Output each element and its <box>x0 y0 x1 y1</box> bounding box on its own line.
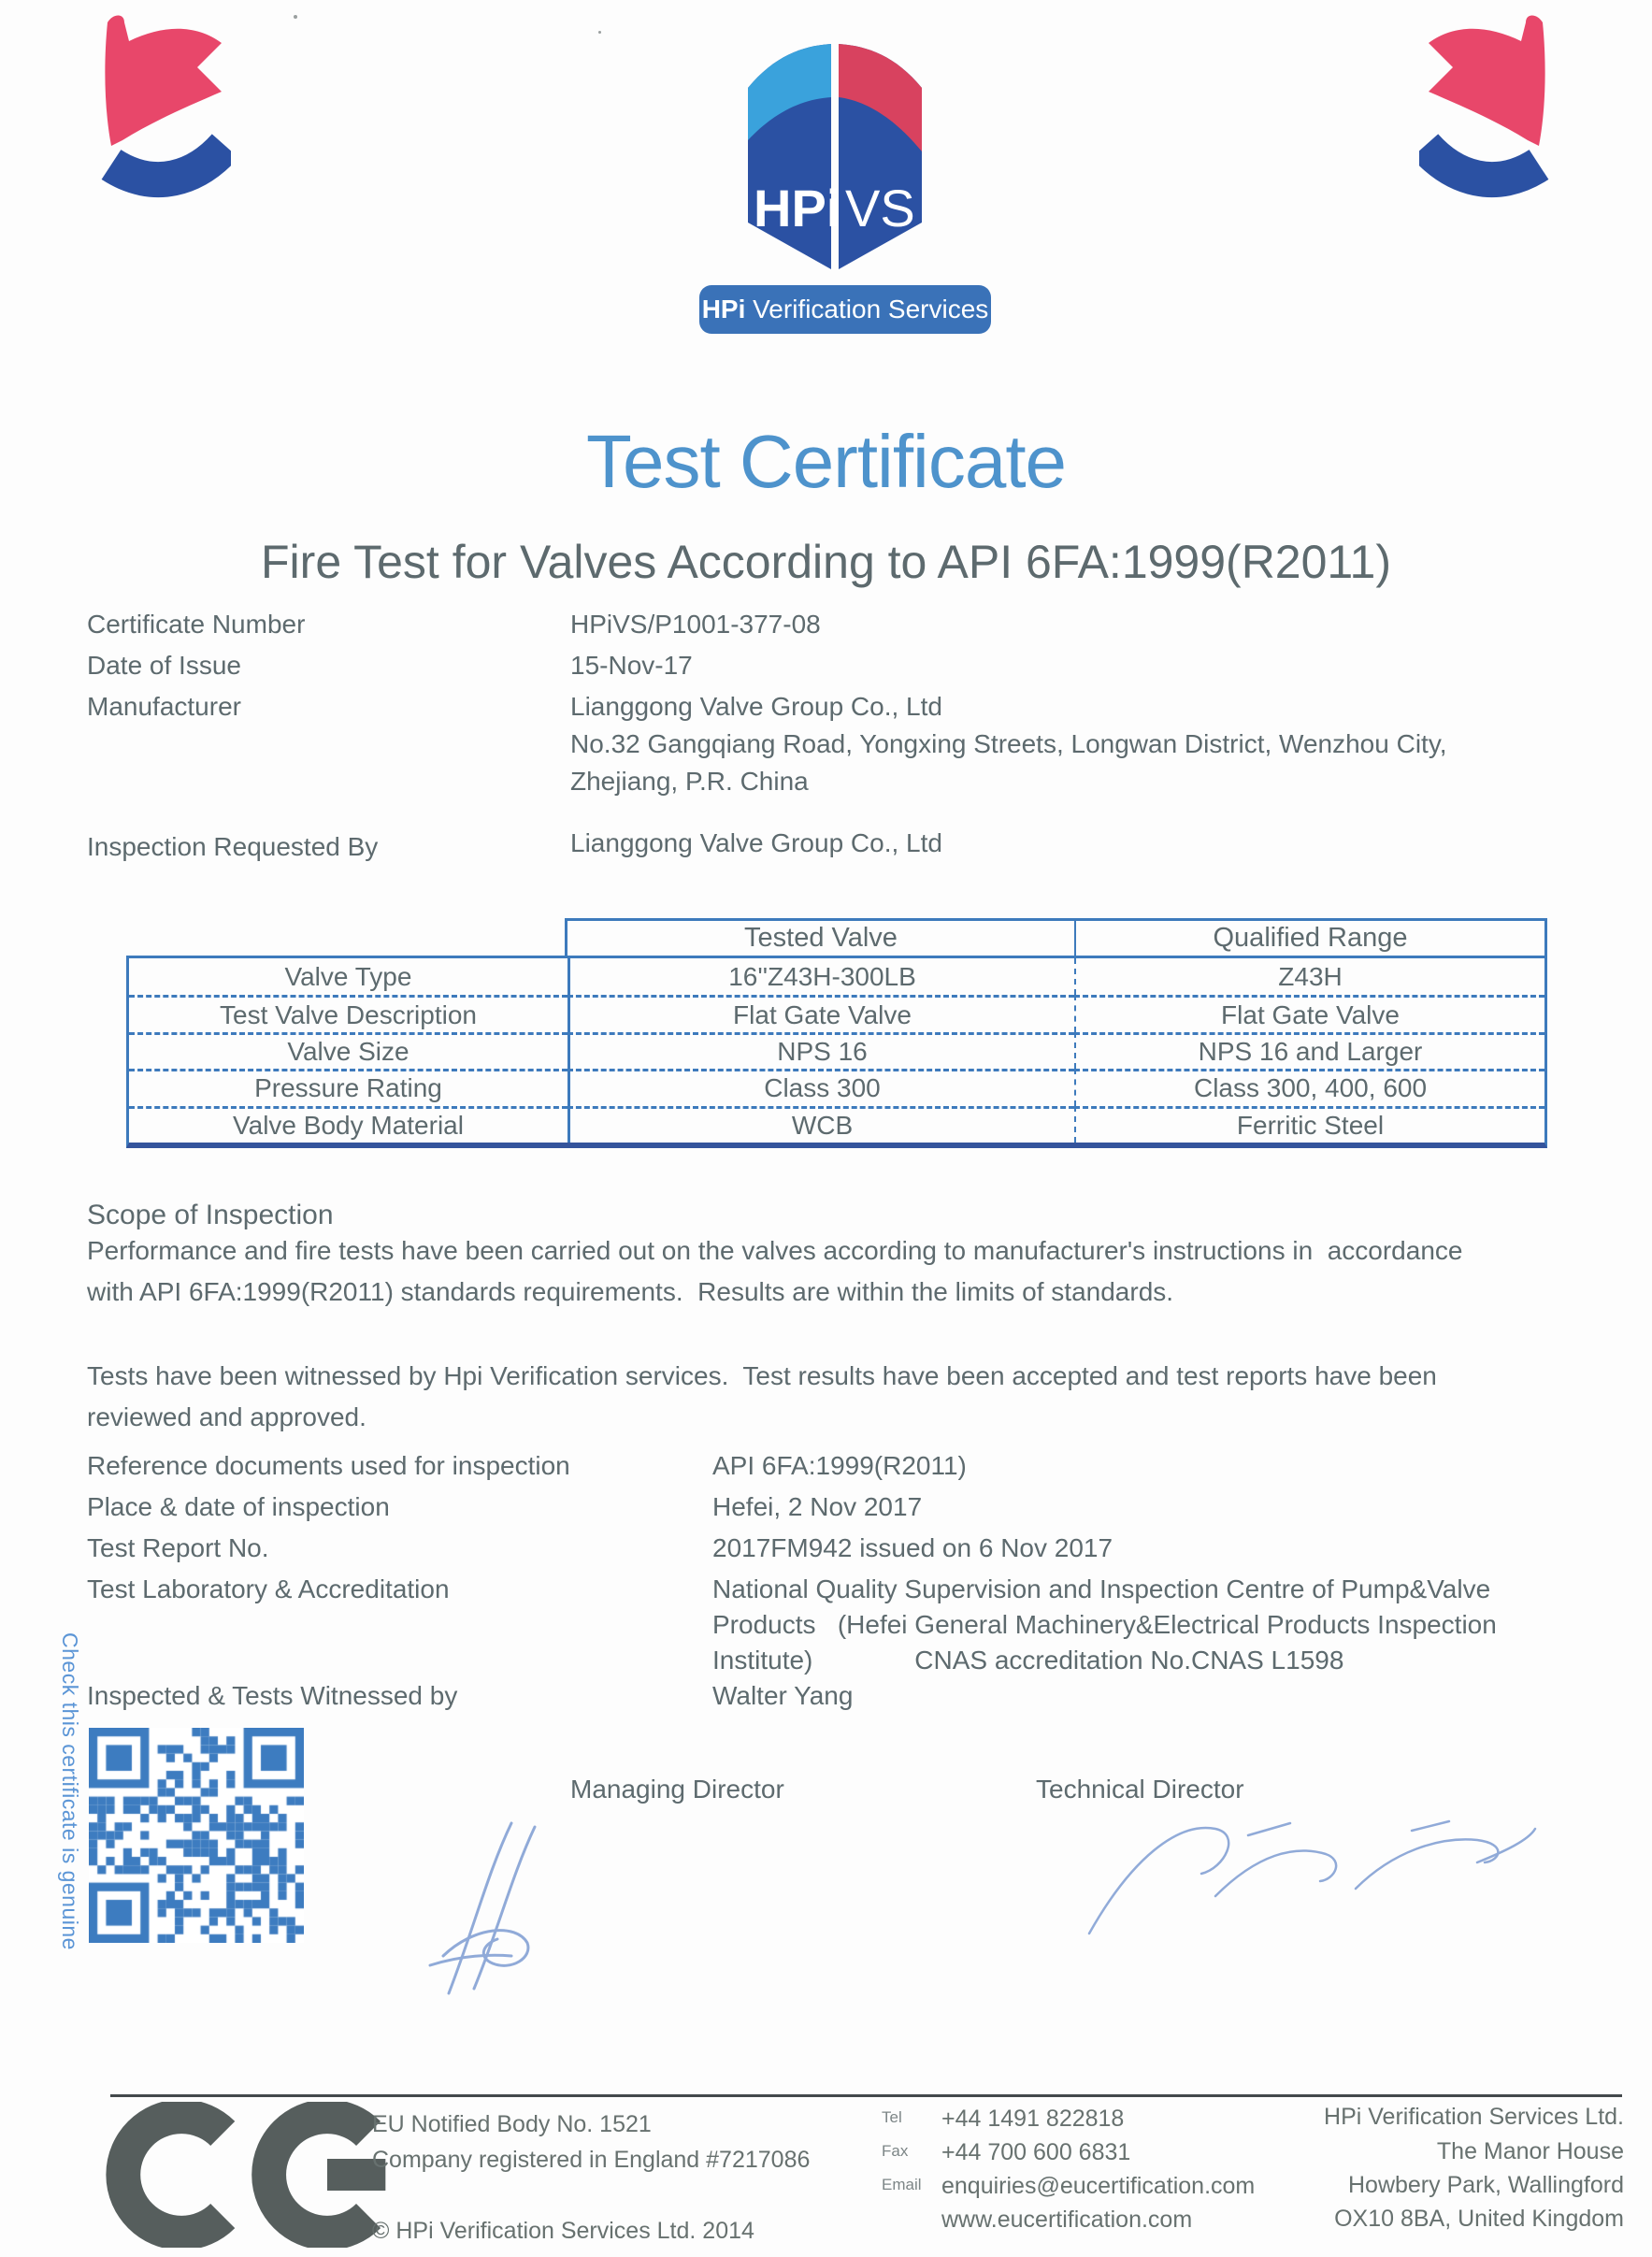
ribbon-flag-left-icon <box>70 13 231 209</box>
manufacturer-line2: No.32 Gangqiang Road, Yongxing Streets, Longwan District, Wenzhou City, <box>570 729 1447 758</box>
test-report-label: Test Report No. <box>87 1533 269 1562</box>
valve-type-label: Valve Type <box>284 961 412 991</box>
email-value: enquiries@eucertification.com <box>941 2173 1256 2199</box>
page-title: Test Certificate <box>585 420 1067 503</box>
address-line3: Howbery Park, Wallingford <box>1347 2172 1624 2198</box>
logo-left-text: HPi <box>754 179 841 237</box>
tel-label: Tel <box>882 2108 902 2126</box>
valve-body-material-label: Valve Body Material <box>129 1106 567 1143</box>
tel-value: +44 1491 822818 <box>941 2106 1125 2132</box>
valve-table-body <box>126 956 1547 1148</box>
test-valve-desc-qualified: Flat Gate Valve <box>1074 995 1544 1031</box>
footer-divider <box>110 2094 1622 2097</box>
valve-type-tested: 16''Z43H-300LB <box>567 958 1074 995</box>
website-text: www.eucertification.com <box>941 2207 1193 2233</box>
hpi-verification-services-badge <box>699 285 991 334</box>
manufacturer-line3: Zhejiang, P.R. China <box>570 767 809 796</box>
check-genuine-note: Check this certificate is genuine <box>58 1632 82 1950</box>
tel-row <box>882 2106 1124 2133</box>
certificate-number-label: Certificate Number <box>87 610 306 639</box>
pressure-rating-label: Pressure Rating <box>129 1069 567 1105</box>
test-report-value: 2017FM942 issued on 6 Nov 2017 <box>712 1533 1113 1562</box>
email-row <box>882 2173 1255 2200</box>
inspection-requested-by-value: Lianggong Valve Group Co., Ltd <box>570 828 942 857</box>
scan-speck <box>294 15 297 19</box>
fax-value: +44 700 600 6831 <box>941 2139 1131 2165</box>
test-lab-line3: Institute) CNAS accreditation No.CNAS L1598 <box>712 1646 1344 1675</box>
test-lab-line2: Products (Hefei General Machinery&Electrical Products Inspection <box>712 1610 1497 1639</box>
company-registration-text: Company registered in England #7217086 <box>372 2147 811 2173</box>
place-date-label: Place & date of inspection <box>87 1492 390 1521</box>
managing-director-signature <box>423 1816 582 2003</box>
page-subtitle: Fire Test for Valves According to API 6FA:1999(R2011) <box>261 536 1391 588</box>
pressure-rating-qualified: Class 300, 400, 600 <box>1074 1069 1544 1105</box>
witnessed-by-value: Walter Yang <box>712 1681 854 1710</box>
address-line4: OX10 8BA, United Kingdom <box>1334 2206 1624 2232</box>
logo-right-text: VS <box>845 179 915 237</box>
test-lab-label: Test Laboratory & Accreditation <box>87 1574 450 1603</box>
address-line1: HPi Verification Services Ltd. <box>1324 2104 1624 2130</box>
valve-table-header <box>565 918 1547 956</box>
valve-body-material-tested: WCB <box>567 1106 1074 1143</box>
fax-label: Fax <box>882 2142 909 2160</box>
test-lab-line1: National Quality Supervision and Inspection Centre of Pump&Valve <box>712 1574 1491 1603</box>
valve-size-label: Valve Size <box>129 1032 567 1069</box>
qr-code <box>89 1728 304 1943</box>
valve-body-material-qualified: Ferritic Steel <box>1074 1106 1544 1143</box>
qualified-range-column-header: Qualified Range <box>1074 921 1544 956</box>
pressure-rating-tested: Class 300 <box>567 1069 1074 1105</box>
copyright-text: © HPi Verification Services Ltd. 2014 <box>372 2218 754 2244</box>
reference-docs-label: Reference documents used for inspection <box>87 1451 570 1480</box>
scope-para1-line1: Performance and fire tests have been carried out on the valves according to manufacturer's instructions in accordance <box>87 1236 1463 1265</box>
valve-size-tested: NPS 16 <box>567 1032 1074 1069</box>
managing-director-label: Managing Director <box>570 1775 784 1804</box>
manufacturer-label: Manufacturer <box>87 692 241 721</box>
date-of-issue-value: 15-Nov-17 <box>570 651 693 680</box>
hpivs-shield-logo <box>737 30 933 284</box>
witnessed-by-label: Inspected & Tests Witnessed by <box>87 1681 458 1710</box>
place-date-value: Hefei, 2 Nov 2017 <box>712 1492 923 1521</box>
scope-para2-line2: reviewed and approved. <box>87 1402 366 1431</box>
badge-rest-text: Verification Services <box>745 295 989 323</box>
scan-speck <box>598 31 601 34</box>
test-valve-desc-label: Test Valve Description <box>129 995 567 1031</box>
technical-director-label: Technical Director <box>1036 1775 1244 1804</box>
address-line2: The Manor House <box>1436 2138 1624 2164</box>
technical-director-signature <box>1075 1803 1543 1943</box>
certificate-number-value: HPiVS/P1001-377-08 <box>570 610 821 639</box>
inspection-requested-by-label: Inspection Requested By <box>87 832 379 861</box>
test-valve-desc-tested: Flat Gate Valve <box>567 995 1074 1031</box>
manufacturer-line1: Lianggong Valve Group Co., Ltd <box>570 692 942 721</box>
badge-bold-text: HPi <box>701 295 746 323</box>
date-of-issue-label: Date of Issue <box>87 651 241 680</box>
fax-row <box>882 2139 1130 2166</box>
scope-para2-line1: Tests have been witnessed by Hpi Verification services. Test results have been accepted and test reports have been <box>87 1361 1437 1390</box>
scope-heading: Scope of Inspection <box>87 1200 334 1230</box>
valve-type-qualified: Z43H <box>1074 958 1544 995</box>
ribbon-flag-right-icon <box>1419 13 1580 209</box>
notified-body-text: EU Notified Body No. 1521 <box>372 2111 652 2137</box>
tested-valve-column-header: Tested Valve <box>744 923 898 953</box>
valve-size-qualified: NPS 16 and Larger <box>1074 1032 1544 1069</box>
reference-docs-value: API 6FA:1999(R2011) <box>712 1451 967 1480</box>
email-label: Email <box>882 2176 922 2193</box>
scope-para1-line2: with API 6FA:1999(R2011) standards requirements. Results are within the limits of standards. <box>87 1277 1174 1306</box>
